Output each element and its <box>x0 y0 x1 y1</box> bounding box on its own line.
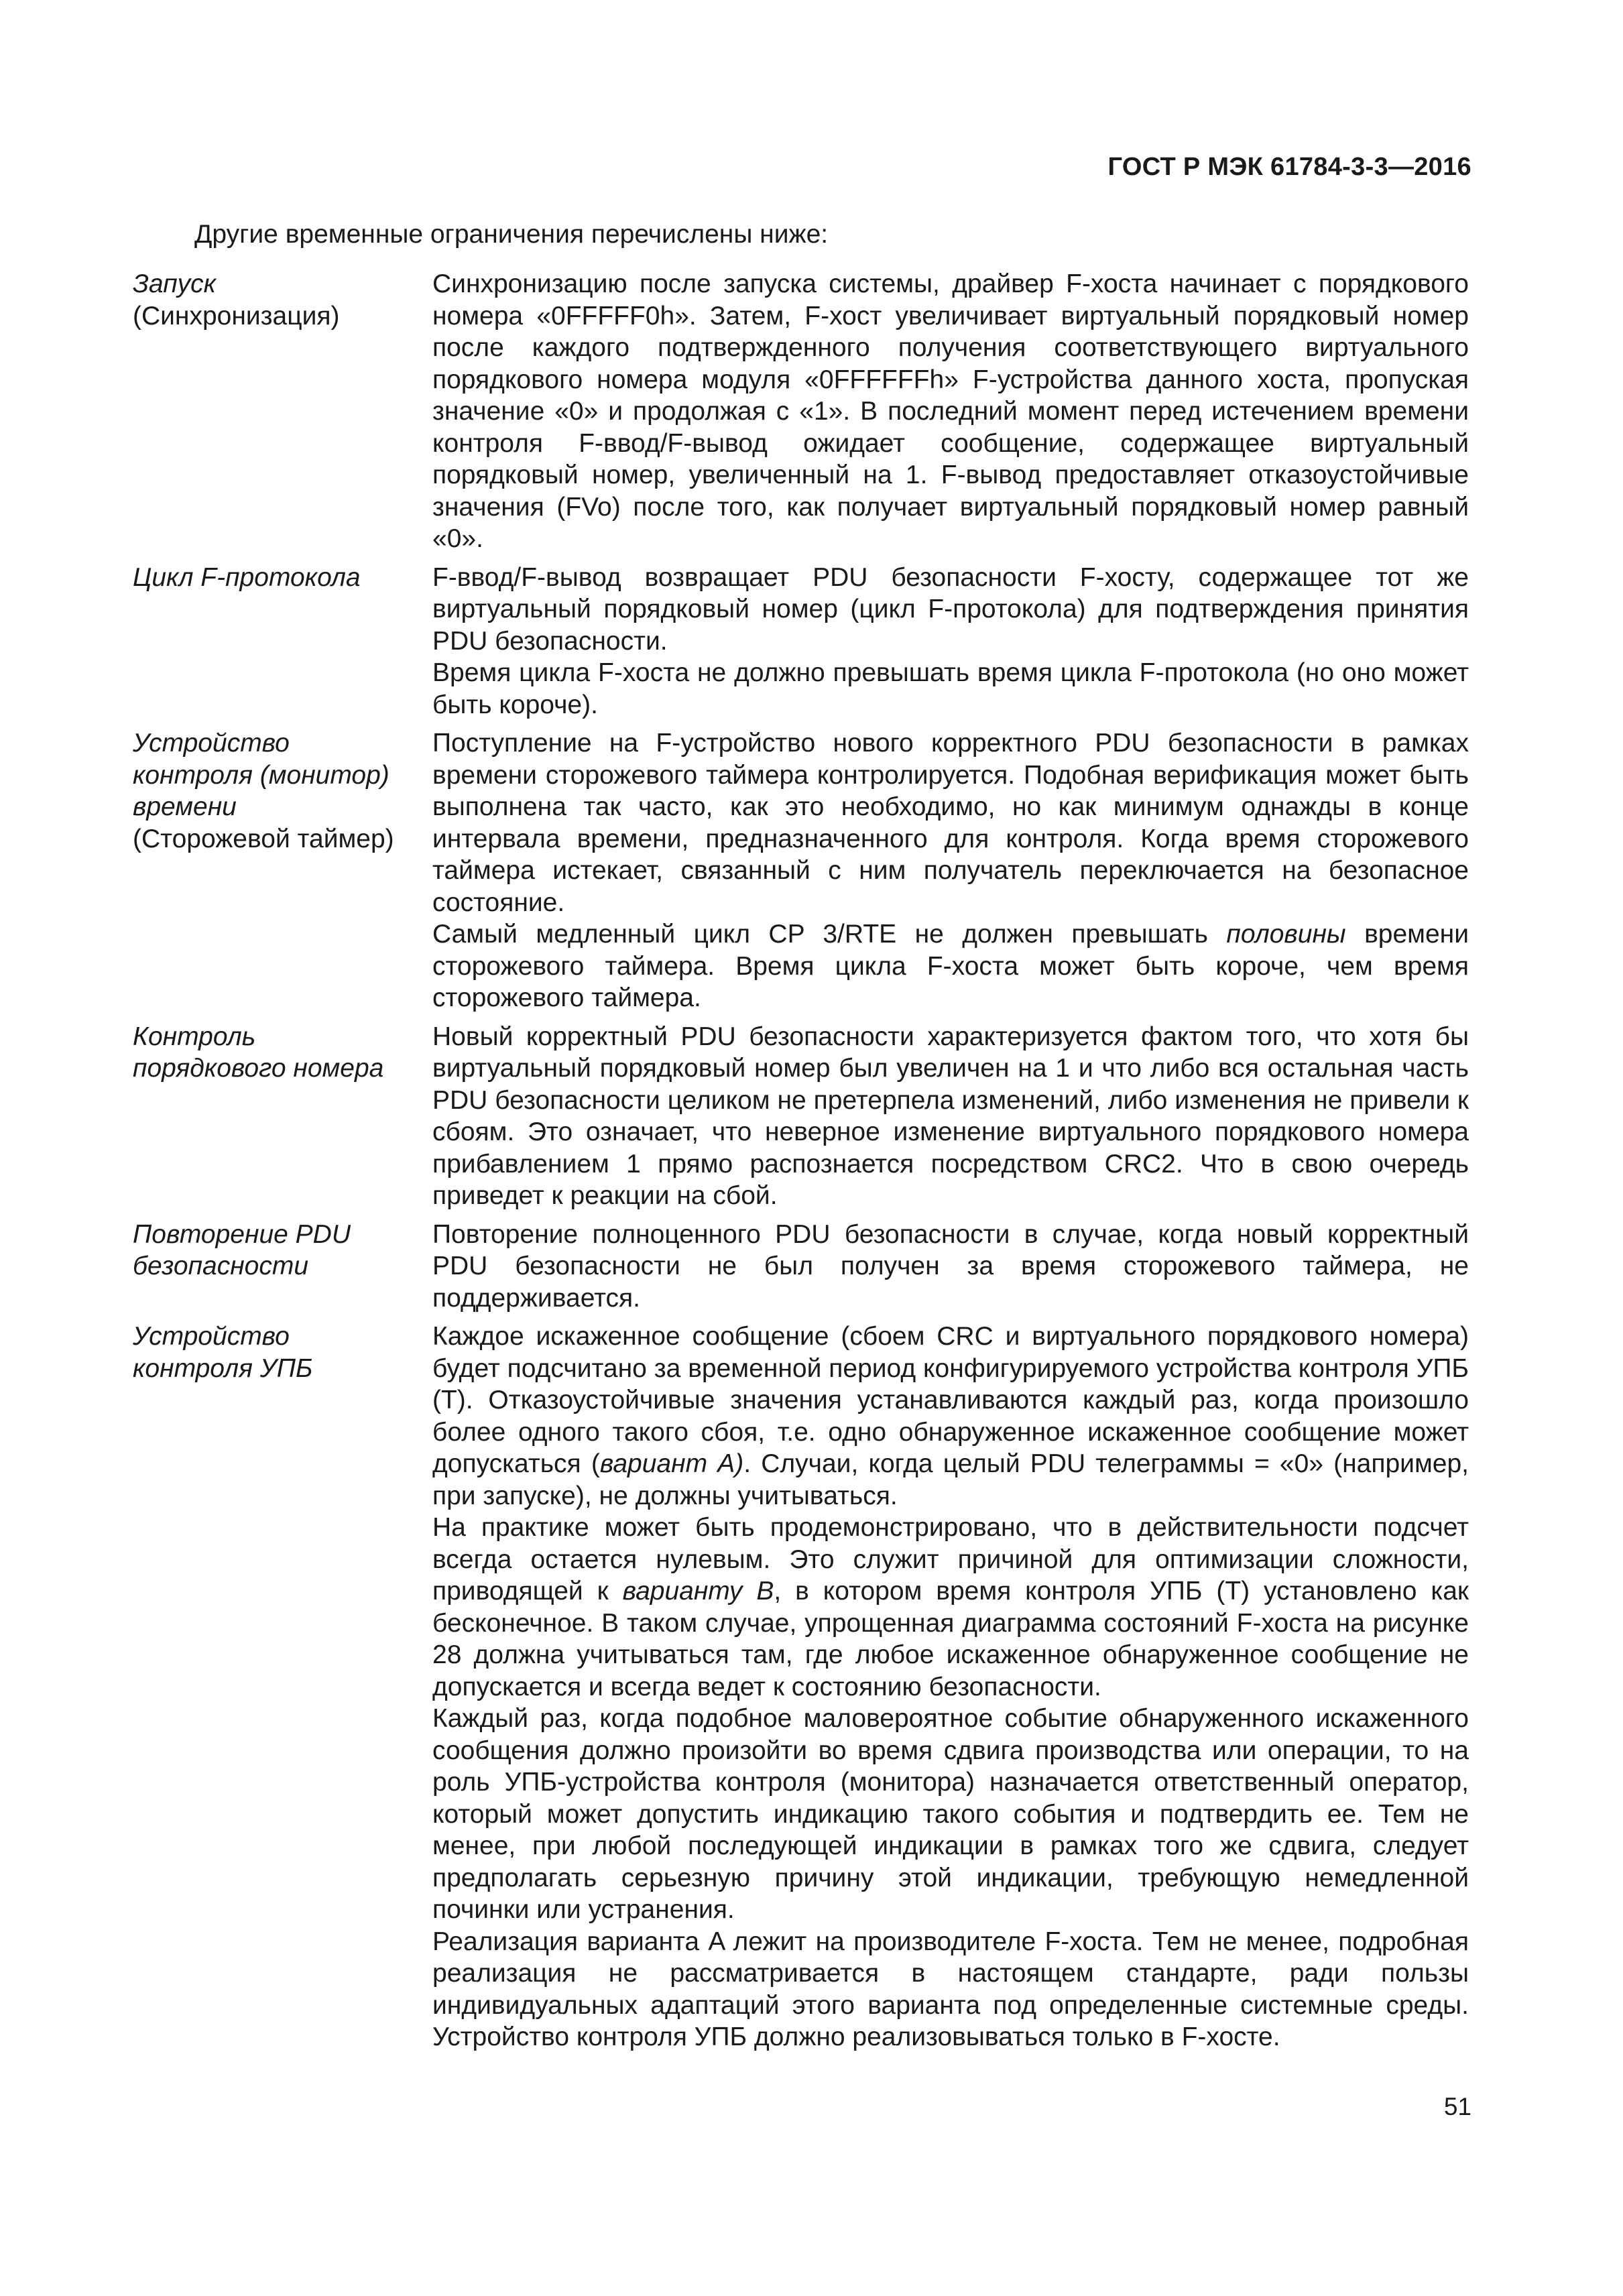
description-paragraph <box>432 918 1469 1014</box>
paragraph-text: Каждое искаженное сообщение (сбоем CRC и виртуального порядкового номера) будет подсчитано за временной период конфигурируемого устройства контроля УПБ (T). Отказоустойчивые значения устанавливаются каждый раз, когда произошло более одного такого сбоя, т.е. одно обнаруженное искаженное сообщение может допускаться ( <box>432 1322 1469 1478</box>
term-line: Повторение PDU <box>133 1219 351 1249</box>
description-paragraph: Время цикла F-хоста не должно превышать время цикла F-протокола (но оно может быть короче). <box>432 658 1469 719</box>
definition-term <box>133 268 432 332</box>
definition-term <box>133 562 432 594</box>
definitions-list <box>133 268 1472 2060</box>
description-paragraph: Новый корректный PDU безопасности характеризуется фактом того, что хотя бы виртуальный порядковый номер был увеличен на 1 и что либо вся остальная часть PDU безопасности целиком не претерпела изменений, либо изменения не привели к сбоям. Это означает, что неверное изменение виртуального порядкового номера прибавлением 1 прямо распознается посредством CRC2. Что в свою очередь приведет к реакции на сбой. <box>432 1022 1469 1210</box>
description-paragraph: Поступление на F-устройство нового корректного PDU безопасности в рамках времени сторожевого таймера контролируется. Подобная верификация может быть выполнена так часто, как это необходимо, но как минимум однажды в конце интервала времени, предназначенного для контроля. Когда время сторожевого таймера истекает, связанный с ним получатель переключается на безопасное состояние. <box>432 729 1469 917</box>
description-paragraph: Каждый раз, когда подобное маловероятное событие обнаруженного искаженного сообщения должно произойти во время сдвига производства или операции, то на роль УПБ-устройства контроля (монитора) назначается ответственный оператор, который может допустить индикацию такого события и подтвердить ее. Тем не менее, при любой последующей индикации в рамках того же сдвига, следует предполагать серьезную причину этой индикации, требующую немедленной починки или устранения. <box>432 1704 1469 1924</box>
description-paragraph <box>432 1321 1469 1512</box>
document-code: ГОСТ Р МЭК 61784-3-3—2016 <box>1107 153 1471 181</box>
paragraph-text: Самый медленный цикл CP 3/RTE не должен превышать <box>432 920 1227 949</box>
definition-description <box>432 562 1469 721</box>
definition-row <box>133 1021 1472 1212</box>
definition-row <box>133 268 1472 555</box>
definition-term <box>133 1321 432 1384</box>
paragraph-text: . Случаи, когда целый PDU телеграммы = «0» (например, при запуске), не должны учитываться. <box>432 1449 1469 1510</box>
paragraph-text: , в котором время контроля УПБ (T) установлено как бесконечное. В таком случае, упрощенная диаграмма состояний F-хоста на рисунке 28 должна учитываться там, где любое искаженное обнаруженное сообщение не допускается и всегда ведет к состоянию безопасности. <box>432 1577 1469 1701</box>
page-number: 51 <box>1443 2093 1471 2120</box>
term-line: Запуск <box>133 269 217 298</box>
term-subtitle: (Сторожевой таймер) <box>133 824 394 853</box>
term-line: контроля УПБ <box>133 1353 313 1383</box>
definition-term <box>133 727 432 855</box>
description-paragraph: Повторение полноценного PDU безопасности в случае, когда новый корректный PDU безопасности не был получен за время сторожевого таймера, не поддерживается. <box>432 1219 1469 1313</box>
term-line: безопасности <box>133 1252 309 1280</box>
definition-term <box>133 1219 432 1282</box>
description-paragraph: Реализация варианта A лежит на производителе F-хоста. Тем не менее, подробная реализация не рассматривается в настоящем стандарте, ради пользы индивидуальных адаптаций этого варианта под определенные системные среды. Устройство контроля УПБ должно реализовываться только в F-хосте. <box>432 1927 1469 2051</box>
definition-row <box>133 1321 1472 2053</box>
description-paragraph <box>432 1512 1469 1703</box>
definition-description <box>432 727 1469 1014</box>
description-paragraph: F-ввод/F-вывод возвращает PDU безопасности F-хосту, содержащее тот же виртуальный порядковый номер (цикл F-протокола) для подтверждения принятия PDU безопасности. <box>432 562 1469 656</box>
emphasis-text: вариант А) <box>599 1449 744 1478</box>
paragraph-text: На практике может быть продемонстрировано, что в действительности подсчет всегда остается нулевым. Это служит причиной для оптимизации сложности, приводящей к <box>432 1513 1469 1606</box>
term-line: Устройство <box>133 1322 290 1351</box>
paragraph-text: времени сторожевого таймера. Время цикла F-хоста может быть короче, чем время сторожевого таймера. <box>432 920 1469 1012</box>
definition-row <box>133 1219 1472 1315</box>
term-line: контроля (монитор) <box>133 760 389 790</box>
term-line: времени <box>133 792 237 821</box>
definition-row <box>133 562 1472 721</box>
definition-term <box>133 1021 432 1085</box>
definition-description <box>432 1219 1469 1315</box>
definition-description <box>432 1321 1469 2053</box>
emphasis-text: варианту B <box>622 1577 774 1606</box>
definition-description <box>432 1021 1469 1212</box>
term-line: Устройство <box>133 729 290 758</box>
term-line: порядкового номера <box>133 1054 384 1083</box>
description-paragraph: Синхронизацию после запуска системы, драйвер F-хоста начинает с порядкового номера «0FFFFF0h». Затем, F-хост увеличивает виртуальный порядковый номер после каждого подтвержденного получения соответствующего виртуального порядкового номера модуля «0FFFFFFh» F-устройства данного хоста, пропуская значение «0» и продолжая с «1». В последний момент перед истечением времени контроля F-ввод/F-вывод ожидает сообщение, содержащее виртуальный порядковый номер, увеличенный на 1. F-вывод предоставляет отказоустойчивые значения (FVo) после того, как получает виртуальный порядковый номер равный «0». <box>432 269 1469 553</box>
term-subtitle: (Синхронизация) <box>133 301 340 330</box>
emphasis-text: половины <box>1226 920 1346 949</box>
intro-text: Другие временные ограничения перечислены ниже: <box>194 220 829 249</box>
term-line: Контроль <box>133 1022 256 1051</box>
term-line: Цикл F-протокола <box>133 562 361 592</box>
definition-description <box>432 268 1469 555</box>
definition-row <box>133 727 1472 1014</box>
